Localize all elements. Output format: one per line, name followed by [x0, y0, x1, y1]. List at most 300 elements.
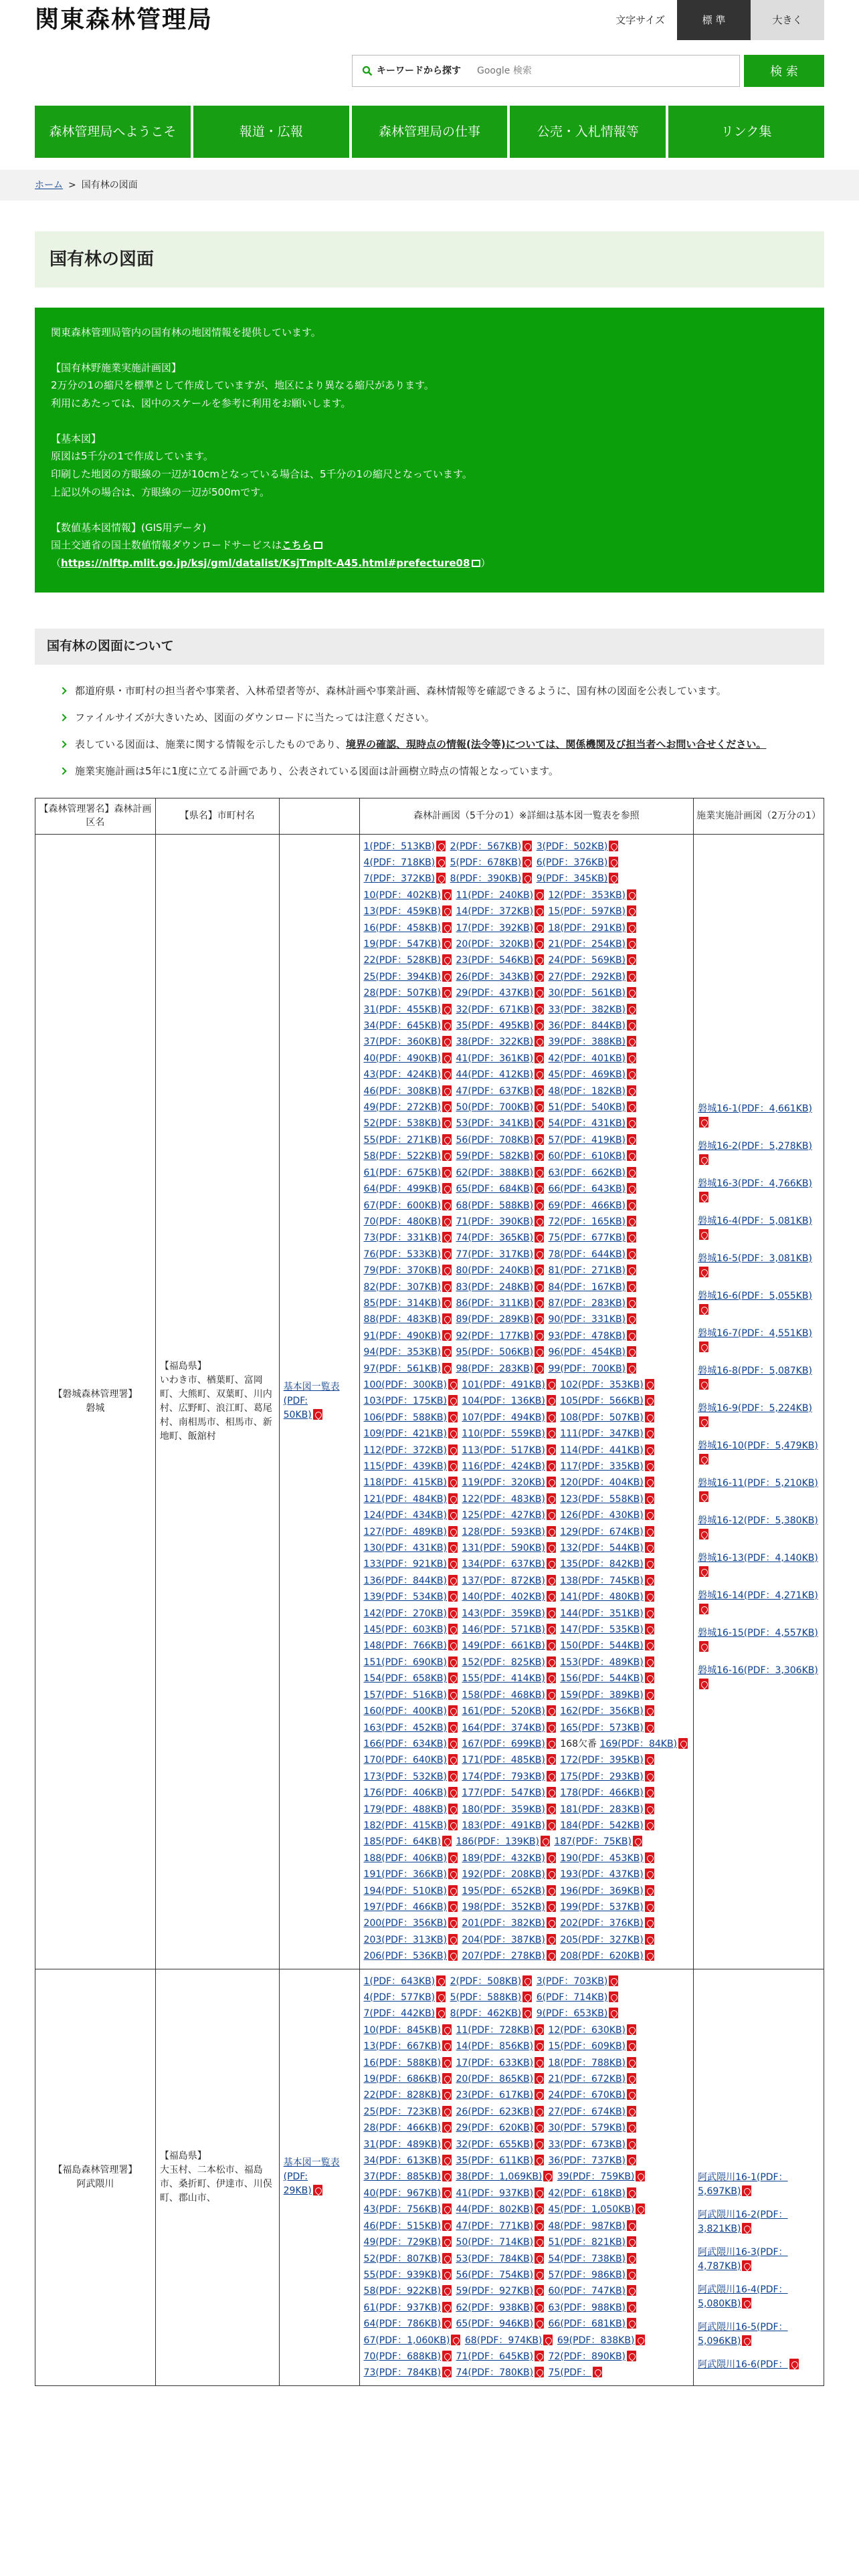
base-map-link[interactable]: 18(PDF：788KB)	[548, 2057, 626, 2068]
base-map-link[interactable]: 142(PDF：270KB)	[363, 1608, 447, 1619]
base-map-link[interactable]: 188(PDF：406KB)	[363, 1852, 447, 1864]
base-map-link[interactable]: 2(PDF：508KB)	[450, 1975, 522, 1987]
base-map-link[interactable]: 132(PDF：544KB)	[560, 1543, 644, 1554]
base-map-link[interactable]: 23(PDF：617KB)	[456, 2090, 534, 2101]
index-pdf-size[interactable]: 50KB)	[283, 1410, 312, 1421]
base-map-link[interactable]: 50(PDF：714KB)	[456, 2237, 534, 2248]
base-map-link[interactable]: 48(PDF：182KB)	[548, 1085, 626, 1097]
base-map-link[interactable]: 70(PDF：480KB)	[363, 1216, 442, 1227]
base-map-link[interactable]: 15(PDF：597KB)	[548, 906, 626, 918]
base-map-link[interactable]: 161(PDF：520KB)	[462, 1706, 545, 1717]
base-map-link[interactable]: 102(PDF：353KB)	[560, 1379, 644, 1390]
base-map-link[interactable]: 192(PDF：208KB)	[462, 1869, 545, 1881]
base-map-link[interactable]: 28(PDF：466KB)	[363, 2123, 442, 2134]
base-map-link[interactable]: 11(PDF：240KB)	[456, 889, 534, 901]
plan-map-link[interactable]: 磐城16-3(PDF：4,766KB)	[698, 1178, 812, 1189]
base-map-link[interactable]: 91(PDF：490KB)	[363, 1330, 442, 1341]
base-map-link[interactable]: 74(PDF：365KB)	[456, 1232, 534, 1244]
base-map-link[interactable]: 136(PDF：844KB)	[363, 1575, 447, 1586]
base-map-link[interactable]: 69(PDF：466KB)	[548, 1200, 626, 1211]
base-map-link[interactable]: 60(PDF：747KB)	[548, 2286, 626, 2297]
base-map-link[interactable]: 163(PDF：452KB)	[363, 1722, 447, 1733]
base-map-link[interactable]: 110(PDF：559KB)	[462, 1428, 545, 1440]
base-map-link[interactable]: 6(PDF：376KB)	[536, 857, 608, 868]
base-map-link[interactable]: 90(PDF：331KB)	[548, 1314, 626, 1325]
base-map-link[interactable]: 46(PDF：308KB)	[363, 1085, 442, 1097]
base-map-link[interactable]: 170(PDF：640KB)	[363, 1755, 447, 1766]
nav-bidding[interactable]: 公売・入札情報等	[510, 106, 668, 158]
base-map-link[interactable]: 40(PDF：967KB)	[363, 2187, 442, 2199]
plan-map-link[interactable]: 阿武隈川16-3(PDF：4,787KB)	[698, 2246, 788, 2272]
base-map-link[interactable]: 117(PDF：335KB)	[560, 1461, 644, 1472]
base-map-link[interactable]: 26(PDF：343KB)	[456, 971, 534, 982]
base-map-link[interactable]: 98(PDF：283KB)	[456, 1363, 534, 1374]
plan-map-link[interactable]: 阿武隈川16-2(PDF：3,821KB)	[698, 2209, 788, 2234]
base-map-link[interactable]: 130(PDF：431KB)	[363, 1543, 447, 1554]
base-map-link[interactable]: 40(PDF：490KB)	[363, 1053, 442, 1064]
plan-map-link[interactable]: 磐城16-15(PDF：4,557KB)	[698, 1627, 818, 1638]
base-map-link[interactable]: 27(PDF：292KB)	[548, 971, 626, 982]
base-map-link[interactable]: 166(PDF：634KB)	[363, 1738, 447, 1749]
base-map-link[interactable]: 4(PDF：718KB)	[363, 857, 436, 868]
base-map-link[interactable]: 96(PDF：454KB)	[548, 1347, 626, 1358]
base-map-link[interactable]: 16(PDF：458KB)	[363, 922, 442, 934]
plan-map-link[interactable]: 磐城16-4(PDF：5,081KB)	[698, 1215, 812, 1226]
base-map-link[interactable]: 25(PDF：723KB)	[363, 2106, 442, 2117]
base-map-link[interactable]: 144(PDF：351KB)	[560, 1608, 644, 1619]
base-map-link[interactable]: 148(PDF：766KB)	[363, 1640, 447, 1652]
base-map-link[interactable]: 62(PDF：388KB)	[456, 1167, 534, 1178]
base-map-link[interactable]: 94(PDF：353KB)	[363, 1347, 442, 1358]
base-map-link[interactable]: 41(PDF：361KB)	[456, 1053, 534, 1064]
base-map-link[interactable]: 75(PDF：	[548, 2367, 592, 2379]
base-map-link[interactable]: 79(PDF：370KB)	[363, 1265, 442, 1277]
base-map-link[interactable]: 7(PDF：372KB)	[363, 873, 436, 885]
base-map-link[interactable]: 9(PDF：653KB)	[536, 2008, 608, 2020]
nav-welcome[interactable]: 森林管理局へようこそ	[35, 106, 193, 158]
base-map-link[interactable]: 35(PDF：495KB)	[456, 1021, 534, 1032]
base-map-link[interactable]: 68(PDF：974KB)	[464, 2335, 543, 2346]
base-map-link[interactable]: 106(PDF：588KB)	[363, 1412, 447, 1423]
base-map-link[interactable]: 133(PDF：921KB)	[363, 1559, 447, 1570]
base-map-link[interactable]: 42(PDF：401KB)	[548, 1053, 626, 1064]
base-map-link[interactable]: 64(PDF：499KB)	[363, 1184, 442, 1195]
base-map-link[interactable]: 82(PDF：307KB)	[363, 1281, 442, 1293]
base-map-link[interactable]: 52(PDF：538KB)	[363, 1118, 442, 1130]
base-map-link[interactable]: 73(PDF：331KB)	[363, 1232, 442, 1244]
base-map-link[interactable]: 140(PDF：402KB)	[462, 1592, 545, 1603]
base-map-link[interactable]: 56(PDF：708KB)	[456, 1134, 534, 1146]
base-map-link[interactable]: 75(PDF：677KB)	[548, 1232, 626, 1244]
base-map-link[interactable]: 72(PDF：890KB)	[548, 2351, 626, 2362]
base-map-link[interactable]: 157(PDF：516KB)	[363, 1689, 447, 1701]
base-map-link[interactable]: 47(PDF：771KB)	[456, 2220, 534, 2232]
base-map-link[interactable]: 58(PDF：522KB)	[363, 1151, 442, 1162]
base-map-link[interactable]: 72(PDF：165KB)	[548, 1216, 626, 1227]
base-map-link[interactable]: 61(PDF：937KB)	[363, 2302, 442, 2313]
base-map-link[interactable]: 34(PDF：613KB)	[363, 2155, 442, 2167]
base-map-link[interactable]: 34(PDF：645KB)	[363, 1021, 442, 1032]
base-map-link[interactable]: 24(PDF：670KB)	[548, 2090, 626, 2101]
base-map-link[interactable]: 116(PDF：424KB)	[462, 1461, 545, 1472]
base-map-link[interactable]: 27(PDF：674KB)	[548, 2106, 626, 2117]
base-map-link[interactable]: 97(PDF：561KB)	[363, 1363, 442, 1374]
base-map-link[interactable]: 128(PDF：593KB)	[462, 1526, 545, 1537]
base-map-link[interactable]: 176(PDF：406KB)	[363, 1788, 447, 1799]
base-map-link[interactable]: 194(PDF：510KB)	[363, 1885, 447, 1897]
base-map-link[interactable]: 1(PDF：513KB)	[363, 841, 436, 852]
base-map-link[interactable]: 112(PDF：372KB)	[363, 1444, 447, 1456]
plan-map-link[interactable]: 磐城16-7(PDF：4,551KB)	[698, 1327, 812, 1339]
base-map-link[interactable]: 61(PDF：675KB)	[363, 1167, 442, 1178]
base-map-link[interactable]: 2(PDF：567KB)	[450, 841, 522, 852]
base-map-link[interactable]: 54(PDF：431KB)	[548, 1118, 626, 1130]
base-map-link[interactable]: 18(PDF：291KB)	[548, 922, 626, 934]
base-map-link[interactable]: 135(PDF：842KB)	[560, 1559, 644, 1570]
base-map-link[interactable]: 28(PDF：507KB)	[363, 988, 442, 999]
base-map-link[interactable]: 195(PDF：652KB)	[462, 1885, 545, 1897]
base-map-link[interactable]: 159(PDF：389KB)	[560, 1689, 644, 1701]
base-map-link[interactable]: 203(PDF：313KB)	[363, 1934, 447, 1945]
base-map-link[interactable]: 45(PDF：1,050KB)	[548, 2204, 635, 2216]
base-map-link[interactable]: 152(PDF：825KB)	[462, 1656, 545, 1668]
base-map-link[interactable]: 31(PDF：455KB)	[363, 1004, 442, 1015]
base-map-link[interactable]: 62(PDF：938KB)	[456, 2302, 534, 2313]
base-map-link[interactable]: 181(PDF：283KB)	[560, 1804, 644, 1815]
base-map-link[interactable]: 139(PDF：534KB)	[363, 1592, 447, 1603]
base-map-link[interactable]: 103(PDF：175KB)	[363, 1396, 447, 1407]
base-map-link[interactable]: 198(PDF：352KB)	[462, 1901, 545, 1913]
nav-work[interactable]: 森林管理局の仕事	[352, 106, 510, 158]
base-map-link[interactable]: 164(PDF：374KB)	[462, 1722, 545, 1733]
base-map-link[interactable]: 179(PDF：488KB)	[363, 1804, 447, 1815]
base-map-link[interactable]: 115(PDF：439KB)	[363, 1461, 447, 1472]
base-map-link[interactable]: 141(PDF：480KB)	[560, 1592, 644, 1603]
index-pdf-link[interactable]: 基本図一覧表(PDF:	[283, 2157, 340, 2183]
base-map-link[interactable]: 155(PDF：414KB)	[462, 1673, 545, 1685]
base-map-link[interactable]: 204(PDF：387KB)	[462, 1934, 545, 1945]
base-map-link[interactable]: 71(PDF：645KB)	[456, 2351, 534, 2362]
base-map-link[interactable]: 197(PDF：466KB)	[363, 1901, 447, 1913]
base-map-link[interactable]: 35(PDF：611KB)	[456, 2155, 534, 2167]
plan-map-link[interactable]: 磐城16-14(PDF：4,271KB)	[698, 1590, 818, 1601]
base-map-link[interactable]: 49(PDF：272KB)	[363, 1102, 442, 1113]
base-map-link[interactable]: 33(PDF：382KB)	[548, 1004, 626, 1015]
plan-map-link[interactable]: 磐城16-8(PDF：5,087KB)	[698, 1365, 812, 1376]
base-map-link[interactable]: 180(PDF：359KB)	[462, 1804, 545, 1815]
base-map-link[interactable]: 36(PDF：737KB)	[548, 2155, 626, 2167]
base-map-link[interactable]: 63(PDF：988KB)	[548, 2302, 626, 2313]
base-map-link[interactable]: 54(PDF：738KB)	[548, 2253, 626, 2264]
base-map-link[interactable]: 165(PDF：573KB)	[560, 1722, 644, 1733]
base-map-link[interactable]: 47(PDF：637KB)	[456, 1085, 534, 1097]
base-map-link[interactable]: 29(PDF：620KB)	[456, 2123, 534, 2134]
plan-map-link[interactable]: 磐城16-11(PDF：5,210KB)	[698, 1477, 818, 1489]
plan-map-link[interactable]: 阿武隈川16-4(PDF：5,080KB)	[698, 2284, 788, 2309]
base-map-link[interactable]: 14(PDF：372KB)	[456, 906, 534, 918]
base-map-link[interactable]: 145(PDF：603KB)	[363, 1624, 447, 1636]
base-map-link[interactable]: 1(PDF：643KB)	[363, 1975, 436, 1987]
base-map-link[interactable]: 55(PDF：939KB)	[363, 2269, 442, 2280]
base-map-link[interactable]: 89(PDF：289KB)	[456, 1314, 534, 1325]
base-map-link[interactable]: 45(PDF：469KB)	[548, 1069, 626, 1081]
index-pdf-link[interactable]: 基本図一覧表(PDF:	[283, 1382, 340, 1407]
base-map-link[interactable]: 51(PDF：821KB)	[548, 2237, 626, 2248]
base-map-link[interactable]: 32(PDF：671KB)	[456, 1004, 534, 1015]
base-map-link[interactable]: 12(PDF：353KB)	[548, 889, 626, 901]
base-map-link[interactable]: 66(PDF：681KB)	[548, 2319, 626, 2330]
base-map-link[interactable]: 53(PDF：341KB)	[456, 1118, 534, 1130]
base-map-link[interactable]: 151(PDF：690KB)	[363, 1656, 447, 1668]
plan-map-link[interactable]: 磐城16-10(PDF：5,479KB)	[698, 1440, 818, 1451]
base-map-link[interactable]: 88(PDF：483KB)	[363, 1314, 442, 1325]
base-map-link[interactable]: 125(PDF：427KB)	[462, 1510, 545, 1521]
nav-press[interactable]: 報道・広報	[193, 106, 352, 158]
base-map-link[interactable]: 30(PDF：561KB)	[548, 988, 626, 999]
search-input[interactable]	[470, 56, 739, 86]
base-map-link[interactable]: 158(PDF：468KB)	[462, 1689, 545, 1701]
base-map-link[interactable]: 67(PDF：1,060KB)	[363, 2335, 450, 2346]
base-map-link[interactable]: 105(PDF：566KB)	[560, 1396, 644, 1407]
base-map-link[interactable]: 114(PDF：441KB)	[560, 1444, 644, 1456]
base-map-link[interactable]: 23(PDF：546KB)	[456, 955, 534, 966]
breadcrumb-home[interactable]: ホーム	[35, 179, 63, 191]
base-map-link[interactable]: 38(PDF：1,069KB)	[456, 2171, 543, 2183]
base-map-link[interactable]: 153(PDF：489KB)	[560, 1656, 644, 1668]
plan-map-link[interactable]: 磐城16-9(PDF：5,224KB)	[698, 1402, 812, 1414]
base-map-link[interactable]: 48(PDF：987KB)	[548, 2220, 626, 2232]
base-map-link[interactable]: 33(PDF：673KB)	[548, 2139, 626, 2150]
base-map-link[interactable]: 77(PDF：317KB)	[456, 1249, 534, 1260]
base-map-link[interactable]: 59(PDF：927KB)	[456, 2286, 534, 2297]
base-map-link[interactable]: 59(PDF：582KB)	[456, 1151, 534, 1162]
base-map-link[interactable]: 67(PDF：600KB)	[363, 1200, 442, 1211]
base-map-link[interactable]: 169(PDF：84KB)	[599, 1738, 678, 1749]
base-map-link[interactable]: 25(PDF：394KB)	[363, 971, 442, 982]
base-map-link[interactable]: 3(PDF：703KB)	[536, 1975, 608, 1987]
base-map-link[interactable]: 41(PDF：937KB)	[456, 2187, 534, 2199]
mlit-link[interactable]: こちら	[282, 539, 312, 552]
base-map-link[interactable]: 69(PDF：838KB)	[557, 2335, 635, 2346]
base-map-link[interactable]: 184(PDF：542KB)	[560, 1820, 644, 1831]
base-map-link[interactable]: 10(PDF：402KB)	[363, 889, 442, 901]
plan-map-link[interactable]: 磐城16-1(PDF：4,661KB)	[698, 1103, 812, 1114]
base-map-link[interactable]: 156(PDF：544KB)	[560, 1673, 644, 1685]
base-map-link[interactable]: 14(PDF：856KB)	[456, 2041, 534, 2052]
plan-map-link[interactable]: 阿武隈川16-5(PDF：5,096KB)	[698, 2321, 788, 2347]
base-map-link[interactable]: 52(PDF：807KB)	[363, 2253, 442, 2264]
base-map-link[interactable]: 21(PDF：254KB)	[548, 939, 626, 950]
base-map-link[interactable]: 56(PDF：754KB)	[456, 2269, 534, 2280]
base-map-link[interactable]: 51(PDF：540KB)	[548, 1102, 626, 1113]
base-map-link[interactable]: 126(PDF：430KB)	[560, 1510, 644, 1521]
base-map-link[interactable]: 26(PDF：623KB)	[456, 2106, 534, 2117]
base-map-link[interactable]: 70(PDF：688KB)	[363, 2351, 442, 2362]
base-map-link[interactable]: 85(PDF：314KB)	[363, 1297, 442, 1309]
base-map-link[interactable]: 11(PDF：728KB)	[456, 2024, 534, 2036]
base-map-link[interactable]: 137(PDF：872KB)	[462, 1575, 545, 1586]
plan-map-link[interactable]: 磐城16-2(PDF：5,278KB)	[698, 1140, 812, 1152]
base-map-link[interactable]: 4(PDF：577KB)	[363, 1992, 436, 2003]
base-map-link[interactable]: 44(PDF：412KB)	[456, 1069, 534, 1081]
base-map-link[interactable]: 63(PDF：662KB)	[548, 1167, 626, 1178]
base-map-link[interactable]: 76(PDF：533KB)	[363, 1249, 442, 1260]
base-map-link[interactable]: 196(PDF：369KB)	[560, 1885, 644, 1897]
base-map-link[interactable]: 175(PDF：293KB)	[560, 1771, 644, 1782]
base-map-link[interactable]: 92(PDF：177KB)	[456, 1330, 534, 1341]
base-map-link[interactable]: 57(PDF：419KB)	[548, 1134, 626, 1146]
base-map-link[interactable]: 68(PDF：588KB)	[456, 1200, 534, 1211]
base-map-link[interactable]: 39(PDF：759KB)	[557, 2171, 635, 2183]
base-map-link[interactable]: 64(PDF：786KB)	[363, 2319, 442, 2330]
base-map-link[interactable]: 172(PDF：395KB)	[560, 1755, 644, 1766]
base-map-link[interactable]: 186(PDF：139KB)	[456, 1836, 539, 1848]
plan-map-link[interactable]: 磐城16-5(PDF：3,081KB)	[698, 1253, 812, 1264]
base-map-link[interactable]: 86(PDF：311KB)	[456, 1297, 534, 1309]
base-map-link[interactable]: 22(PDF：828KB)	[363, 2090, 442, 2101]
base-map-link[interactable]: 122(PDF：483KB)	[462, 1493, 545, 1505]
base-map-link[interactable]: 104(PDF：136KB)	[462, 1396, 545, 1407]
base-map-link[interactable]: 167(PDF：699KB)	[462, 1738, 545, 1749]
base-map-link[interactable]: 87(PDF：283KB)	[548, 1297, 626, 1309]
base-map-link[interactable]: 50(PDF：700KB)	[456, 1102, 534, 1113]
base-map-link[interactable]: 38(PDF：322KB)	[456, 1037, 534, 1048]
base-map-link[interactable]: 199(PDF：537KB)	[560, 1901, 644, 1913]
base-map-link[interactable]: 131(PDF：590KB)	[462, 1543, 545, 1554]
base-map-link[interactable]: 44(PDF：802KB)	[456, 2204, 534, 2216]
plan-map-link[interactable]: 阿武隈川16-1(PDF：5,697KB)	[698, 2171, 788, 2197]
base-map-link[interactable]: 20(PDF：320KB)	[456, 939, 534, 950]
base-map-link[interactable]: 178(PDF：466KB)	[560, 1788, 644, 1799]
base-map-link[interactable]: 8(PDF：462KB)	[450, 2008, 522, 2020]
base-map-link[interactable]: 31(PDF：489KB)	[363, 2139, 442, 2150]
base-map-link[interactable]: 5(PDF：588KB)	[450, 1992, 522, 2003]
base-map-link[interactable]: 65(PDF：946KB)	[456, 2319, 534, 2330]
base-map-link[interactable]: 95(PDF：506KB)	[456, 1347, 534, 1358]
base-map-link[interactable]: 107(PDF：494KB)	[462, 1412, 545, 1423]
base-map-link[interactable]: 66(PDF：643KB)	[548, 1184, 626, 1195]
plan-map-link[interactable]: 磐城16-6(PDF：5,055KB)	[698, 1290, 812, 1301]
base-map-link[interactable]: 93(PDF：478KB)	[548, 1330, 626, 1341]
base-map-link[interactable]: 24(PDF：569KB)	[548, 955, 626, 966]
base-map-link[interactable]: 6(PDF：714KB)	[536, 1992, 608, 2003]
base-map-link[interactable]: 111(PDF：347KB)	[560, 1428, 644, 1440]
base-map-link[interactable]: 7(PDF：442KB)	[363, 2008, 436, 2020]
font-large-button[interactable]: 大きく	[751, 0, 824, 40]
base-map-link[interactable]: 108(PDF：507KB)	[560, 1412, 644, 1423]
plan-map-link[interactable]: 磐城16-13(PDF：4,140KB)	[698, 1552, 818, 1564]
base-map-link[interactable]: 143(PDF：359KB)	[462, 1608, 545, 1619]
base-map-link[interactable]: 58(PDF：922KB)	[363, 2286, 442, 2297]
base-map-link[interactable]: 16(PDF：588KB)	[363, 2057, 442, 2068]
base-map-link[interactable]: 83(PDF：248KB)	[456, 1281, 534, 1293]
base-map-link[interactable]: 146(PDF：571KB)	[462, 1624, 545, 1636]
base-map-link[interactable]: 37(PDF：360KB)	[363, 1037, 442, 1048]
base-map-link[interactable]: 57(PDF：986KB)	[548, 2269, 626, 2280]
base-map-link[interactable]: 43(PDF：756KB)	[363, 2204, 442, 2216]
base-map-link[interactable]: 13(PDF：459KB)	[363, 906, 442, 918]
base-map-link[interactable]: 124(PDF：434KB)	[363, 1510, 447, 1521]
base-map-link[interactable]: 177(PDF：547KB)	[462, 1788, 545, 1799]
base-map-link[interactable]: 189(PDF：432KB)	[462, 1852, 545, 1864]
base-map-link[interactable]: 162(PDF：356KB)	[560, 1706, 644, 1717]
base-map-link[interactable]: 30(PDF：579KB)	[548, 2123, 626, 2134]
base-map-link[interactable]: 119(PDF：320KB)	[462, 1477, 545, 1489]
plan-map-link[interactable]: 磐城16-16(PDF：3,306KB)	[698, 1665, 818, 1676]
base-map-link[interactable]: 201(PDF：382KB)	[462, 1918, 545, 1929]
base-map-link[interactable]: 121(PDF：484KB)	[363, 1493, 447, 1505]
base-map-link[interactable]: 17(PDF：633KB)	[456, 2057, 534, 2068]
base-map-link[interactable]: 10(PDF：845KB)	[363, 2024, 442, 2036]
base-map-link[interactable]: 15(PDF：609KB)	[548, 2041, 626, 2052]
base-map-link[interactable]: 171(PDF：485KB)	[462, 1755, 545, 1766]
base-map-link[interactable]: 206(PDF：536KB)	[363, 1951, 447, 1962]
base-map-link[interactable]: 20(PDF：865KB)	[456, 2074, 534, 2085]
base-map-link[interactable]: 65(PDF：684KB)	[456, 1184, 534, 1195]
base-map-link[interactable]: 73(PDF：784KB)	[363, 2367, 442, 2379]
base-map-link[interactable]: 55(PDF：271KB)	[363, 1134, 442, 1146]
base-map-link[interactable]: 120(PDF：404KB)	[560, 1477, 644, 1489]
base-map-link[interactable]: 191(PDF：366KB)	[363, 1869, 447, 1881]
base-map-link[interactable]: 8(PDF：390KB)	[450, 873, 522, 885]
base-map-link[interactable]: 19(PDF：547KB)	[363, 939, 442, 950]
base-map-link[interactable]: 32(PDF：655KB)	[456, 2139, 534, 2150]
base-map-link[interactable]: 147(PDF：535KB)	[560, 1624, 644, 1636]
base-map-link[interactable]: 109(PDF：421KB)	[363, 1428, 447, 1440]
base-map-link[interactable]: 113(PDF：517KB)	[462, 1444, 545, 1456]
base-map-link[interactable]: 81(PDF：271KB)	[548, 1265, 626, 1277]
base-map-link[interactable]: 22(PDF：528KB)	[363, 955, 442, 966]
base-map-link[interactable]: 21(PDF：672KB)	[548, 2074, 626, 2085]
base-map-link[interactable]: 12(PDF：630KB)	[548, 2024, 626, 2036]
base-map-link[interactable]: 9(PDF：345KB)	[536, 873, 608, 885]
index-pdf-size[interactable]: 29KB)	[283, 2185, 312, 2197]
base-map-link[interactable]: 43(PDF：424KB)	[363, 1069, 442, 1081]
base-map-link[interactable]: 42(PDF：618KB)	[548, 2187, 626, 2199]
base-map-link[interactable]: 39(PDF：388KB)	[548, 1037, 626, 1048]
plan-map-link[interactable]: 阿武隈川16-6(PDF：	[698, 2359, 788, 2370]
mlit-url-link[interactable]: https://nlftp.mlit.go.jp/ksj/gml/datalist/KsjTmplt-A45.html#prefecture08	[61, 556, 470, 569]
base-map-link[interactable]: 138(PDF：745KB)	[560, 1575, 644, 1586]
font-normal-button[interactable]: 標 準	[677, 0, 751, 40]
plan-map-link[interactable]: 磐城16-12(PDF：5,380KB)	[698, 1515, 818, 1526]
base-map-link[interactable]: 174(PDF：793KB)	[462, 1771, 545, 1782]
search-button[interactable]: 検 索	[744, 55, 824, 87]
base-map-link[interactable]: 36(PDF：844KB)	[548, 1021, 626, 1032]
base-map-link[interactable]: 187(PDF：75KB)	[554, 1836, 632, 1848]
base-map-link[interactable]: 84(PDF：167KB)	[548, 1281, 626, 1293]
base-map-link[interactable]: 37(PDF：885KB)	[363, 2171, 442, 2183]
base-map-link[interactable]: 80(PDF：240KB)	[456, 1265, 534, 1277]
base-map-link[interactable]: 53(PDF：784KB)	[456, 2253, 534, 2264]
base-map-link[interactable]: 183(PDF：491KB)	[462, 1820, 545, 1831]
base-map-link[interactable]: 17(PDF：392KB)	[456, 922, 534, 934]
base-map-link[interactable]: 129(PDF：674KB)	[560, 1526, 644, 1537]
base-map-link[interactable]: 60(PDF：610KB)	[548, 1151, 626, 1162]
base-map-link[interactable]: 123(PDF：558KB)	[560, 1493, 644, 1505]
base-map-link[interactable]: 202(PDF：376KB)	[560, 1918, 644, 1929]
base-map-link[interactable]: 5(PDF：678KB)	[450, 857, 522, 868]
base-map-link[interactable]: 49(PDF：729KB)	[363, 2237, 442, 2248]
base-map-link[interactable]: 13(PDF：667KB)	[363, 2041, 442, 2052]
base-map-link[interactable]: 193(PDF：437KB)	[560, 1869, 644, 1881]
base-map-link[interactable]: 19(PDF：686KB)	[363, 2074, 442, 2085]
base-map-link[interactable]: 78(PDF：644KB)	[548, 1249, 626, 1260]
base-map-link[interactable]: 74(PDF：780KB)	[456, 2367, 534, 2379]
base-map-link[interactable]: 99(PDF：700KB)	[548, 1363, 626, 1374]
base-map-link[interactable]: 154(PDF：658KB)	[363, 1673, 447, 1685]
site-title[interactable]: 関東森林管理局	[35, 6, 213, 33]
